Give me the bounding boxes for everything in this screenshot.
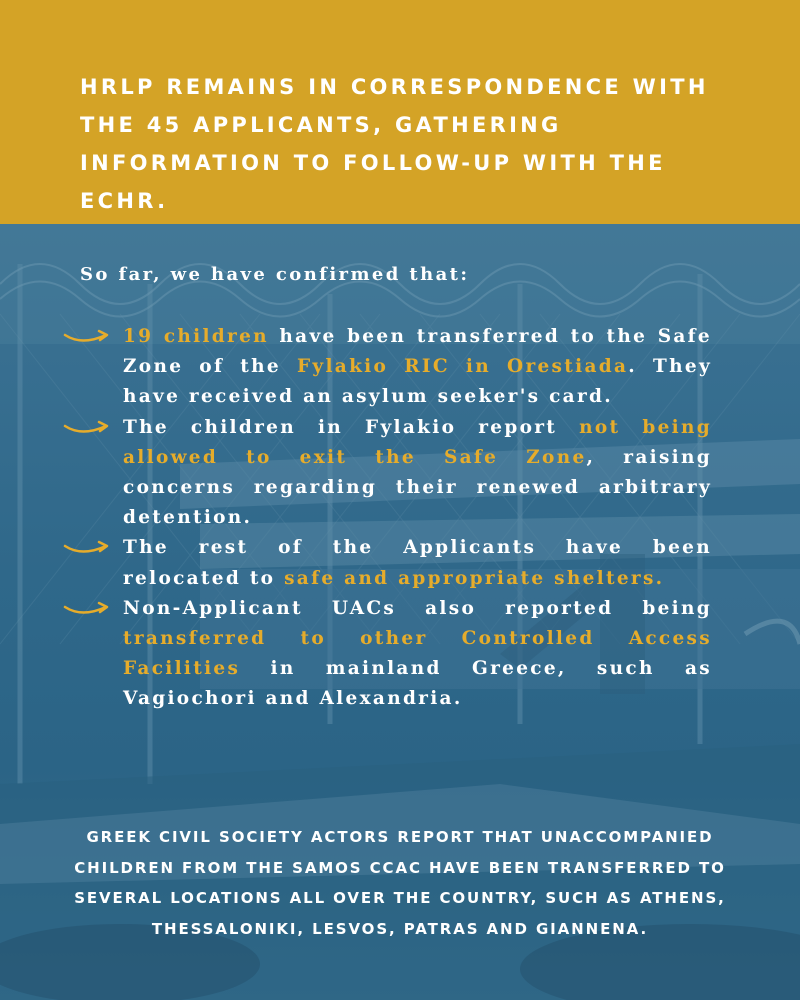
bullet-item	[62, 322, 712, 413]
bullet-text: , raising concerns regarding their renewed arbitrary detention.	[123, 446, 712, 529]
bullet-text: Non-Applicant UACs also reported being	[123, 597, 712, 619]
bullet-text: . They have received an asylum seeker's card.	[123, 356, 712, 408]
curved-arrow-icon	[62, 596, 114, 622]
highlight-text: transferred to other Controlled Access Facilities	[123, 628, 712, 680]
bullet-list	[62, 322, 712, 715]
footer-text: GREEK CIVIL SOCIETY ACTORS REPORT THAT UNACCOMPANIED CHILDREN FROM THE SAMOS CCAC HAVE BEEN TRANSFERRED TO SEVERAL LOCATIONS ALL OVER THE COUNTRY, SUCH AS ATHENS, THESSALONIKI, LESVOS, PATRAS AND GIANNENA.	[74, 828, 726, 938]
bullet-item	[62, 594, 712, 715]
bullet-item	[62, 413, 712, 534]
curved-arrow-icon	[62, 415, 114, 441]
intro-text: So far, we have confirmed that:	[80, 264, 470, 285]
bullet-text: in mainland Greece, such as Vagiochori and Alexandria.	[123, 658, 712, 710]
bullet-item	[62, 533, 712, 593]
bullet-text: have been transferred to the Safe Zone of the	[123, 326, 712, 378]
bullet-text: The children in Fylakio report	[123, 416, 580, 438]
bullet-text: The rest of the Applicants have been relocated to	[123, 537, 712, 589]
curved-arrow-icon	[62, 535, 114, 561]
highlight-text: 19 children	[123, 326, 269, 347]
header-banner	[0, 0, 800, 224]
highlight-text: not being allowed to exit the Safe Zone	[123, 416, 712, 468]
highlight-text: safe and appropriate shelters.	[284, 567, 665, 589]
highlight-text: Fylakio RIC in Orestiada	[296, 356, 629, 378]
header-text: HRLP REMAINS IN CORRESPONDENCE WITH THE 45 APPLICANTS, GATHERING INFORMATION TO FOLLOW-UP WITH THE ECHR.	[80, 75, 709, 213]
curved-arrow-icon	[62, 324, 114, 350]
